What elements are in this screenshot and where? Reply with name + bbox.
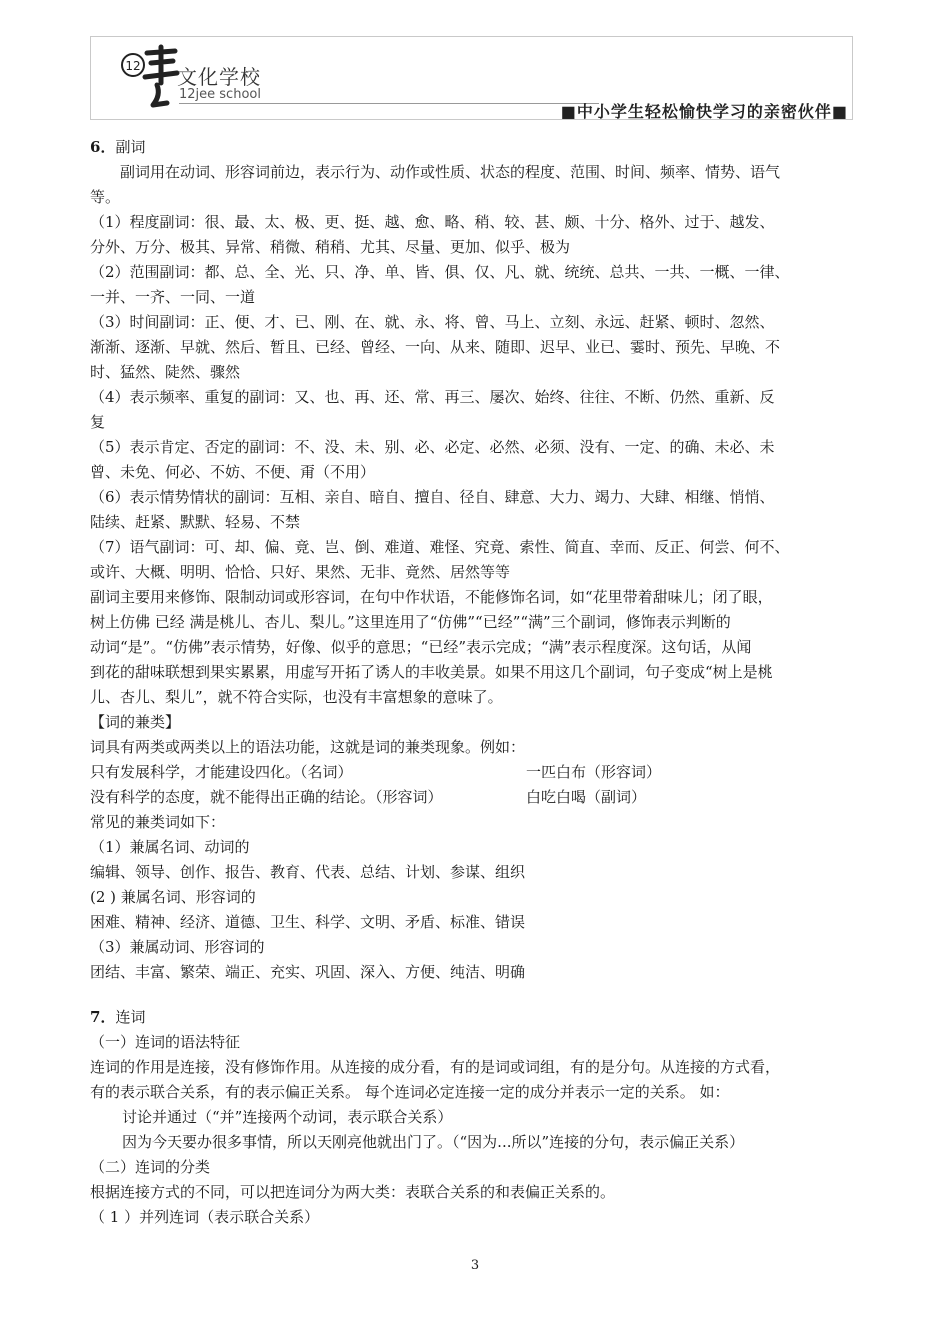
jianlei-group-words: 困难、精神、经济、道德、卫生、科学、文明、矛盾、标准、错误 <box>90 913 526 931</box>
jianlei-heading: 【词的兼类】 <box>90 713 181 731</box>
section-6-heading: 6．副词 <box>90 138 146 156</box>
section-7-subheading: （二）连词的分类 <box>90 1158 211 1176</box>
jianlei-group-label: （1）兼属名词、动词的 <box>90 838 250 856</box>
jianlei-common-intro: 常见的兼类词如下： <box>90 813 226 831</box>
section-6-intro: 等。 <box>90 188 121 206</box>
brand-divider <box>179 103 599 104</box>
adverb-category: （5）表示肯定、否定的副词：不、没、未、别、必、必定、必然、必须、没有、一定、的确、未必、未 <box>90 438 775 456</box>
adverb-category: 曾、未免、何必、不妨、不便、甭（不用） <box>90 463 376 481</box>
jianlei-group-words: 编辑、领导、创作、报告、教育、代表、总结、计划、参谋、组织 <box>90 863 526 881</box>
adverb-category: 复 <box>90 413 106 431</box>
page-number: 3 <box>470 1258 480 1273</box>
adverb-category: 一并、一齐、一同、一道 <box>90 288 256 306</box>
adverb-category: （7）语气副词：可、却、偏、竟、岂、倒、难道、难怪、究竟、索性、简直、幸而、反正、何尝、何不、 <box>90 538 790 556</box>
jianlei-example: 没有科学的态度，就不能得出正确的结论。（形容词） 白吃白喝（副词） <box>90 788 647 806</box>
jianlei-example: 只有发展科学，才能建设四化。（名词） 一匹白布（形容词） <box>90 763 662 781</box>
section-7-subheading: （一）连词的语法特征 <box>90 1033 241 1051</box>
adverb-category: （1）程度副词：很、最、太、极、更、挺、越、愈、略、稍、较、甚、颇、十分、格外、过于、越发、 <box>90 213 775 231</box>
section-7-example: 因为今天要办很多事情，所以天刚亮他就出门了。（“因为...所以”连接的分句，表示偏正关系） <box>122 1133 745 1151</box>
adverb-category: 或许、大概、明明、恰恰、只好、果然、无非、竟然、居然等等 <box>90 563 511 581</box>
adverb-usage: 动词“是”。“仿佛”表示情势，好像、似乎的意思；“已经”表示完成；“满”表示程度深。这句话，从闻 <box>90 638 752 656</box>
adverb-category: （4）表示频率、重复的副词：又、也、再、还、常、再三、屡次、始终、往往、不断、仍然、重新、反 <box>90 388 775 406</box>
jianlei-group-label: (2 ) 兼属名词、形容词的 <box>90 888 256 906</box>
adverb-usage: 儿、杏儿、梨儿”，就不符合实际，也没有丰富想象的意味了。 <box>90 688 503 706</box>
adverb-usage: 副词主要用来修饰、限制动词或形容词，在句中作状语，不能修饰名词，如“花里带着甜味儿；闭了眼， <box>90 588 773 606</box>
brand-english-name: 12jee school <box>179 87 261 102</box>
adverb-category: （2）范围副词：都、总、全、光、只、净、单、皆、俱、仅、凡、就、统统、总共、一共、一概、一律、 <box>90 263 790 281</box>
brand-name: 文化学校 <box>177 65 261 89</box>
section-7-example: 讨论并通过（“并”连接两个动词，表示联合关系） <box>122 1108 453 1126</box>
slogan: ■中小学生轻松愉快学习的亲密伙伴■ <box>560 102 848 121</box>
adverb-category: 分外、万分、极其、异常、稍微、稍稍、尤其、尽量、更加、似乎、极为 <box>90 238 571 256</box>
adverb-usage: 树上仿佛 已经 满是桃儿、杏儿、梨儿。”这里连用了“仿佛”“已经”“满”三个副词，修饰表示判断的 <box>90 613 731 631</box>
page-header <box>90 36 853 120</box>
jianlei-group-label: （3）兼属动词、形容词的 <box>90 938 265 956</box>
jianlei-intro: 词具有两类或两类以上的语法功能，这就是词的兼类现象。例如： <box>90 738 526 756</box>
section-7-paragraph: 连词的作用是连接，没有修饰作用。从连接的成分看，有的是词或词组，有的是分句。从连接的方式看， <box>90 1058 781 1076</box>
adverb-category: 渐渐、逐渐、早就、然后、暂且、已经、曾经、一向、从来、随即、迟早、业已、霎时、预先、早晚、不 <box>90 338 781 356</box>
svg-text:12: 12 <box>125 59 141 73</box>
adverb-category: （6）表示情势情状的副词：互相、亲自、暗自、擅自、径自、肆意、大力、竭力、大肆、相继、悄悄、 <box>90 488 775 506</box>
section-6-intro: 副词用在动词、形容词前边，表示行为、动作或性质、状态的程度、范围、时间、频率、情势、语气 <box>120 163 781 181</box>
section-7-paragraph: 有的表示联合关系，有的表示偏正关系。 每个连词必定连接一定的成分并表示一定的关系。 如： <box>90 1083 730 1101</box>
adverb-category: 时、猛然、陡然、骤然 <box>90 363 241 381</box>
adverb-category: （3）时间副词：正、便、才、已、刚、在、就、永、将、曾、马上、立刻、永远、赶紧、顿时、忽然、 <box>90 313 775 331</box>
section-7-classify: 根据连接方式的不同，可以把连词分为两大类：表联合关系的和表偏正关系的。 <box>90 1183 616 1201</box>
jianlei-group-words: 团结、丰富、繁荣、端正、充实、巩固、深入、方便、纯洁、明确 <box>90 963 526 981</box>
section-7-heading: 7．连词 <box>90 1008 146 1026</box>
document-body <box>90 135 860 1230</box>
adverb-usage: 到花的甜味联想到果实累累，用虚写开拓了诱人的丰收美景。如果不用这几个副词，句子变成“树上是桃 <box>90 663 773 681</box>
section-7-first-class: （ 1 ）并列连词（表示联合关系） <box>90 1208 320 1226</box>
adverb-category: 陆续、赶紧、默默、轻易、不禁 <box>90 513 301 531</box>
